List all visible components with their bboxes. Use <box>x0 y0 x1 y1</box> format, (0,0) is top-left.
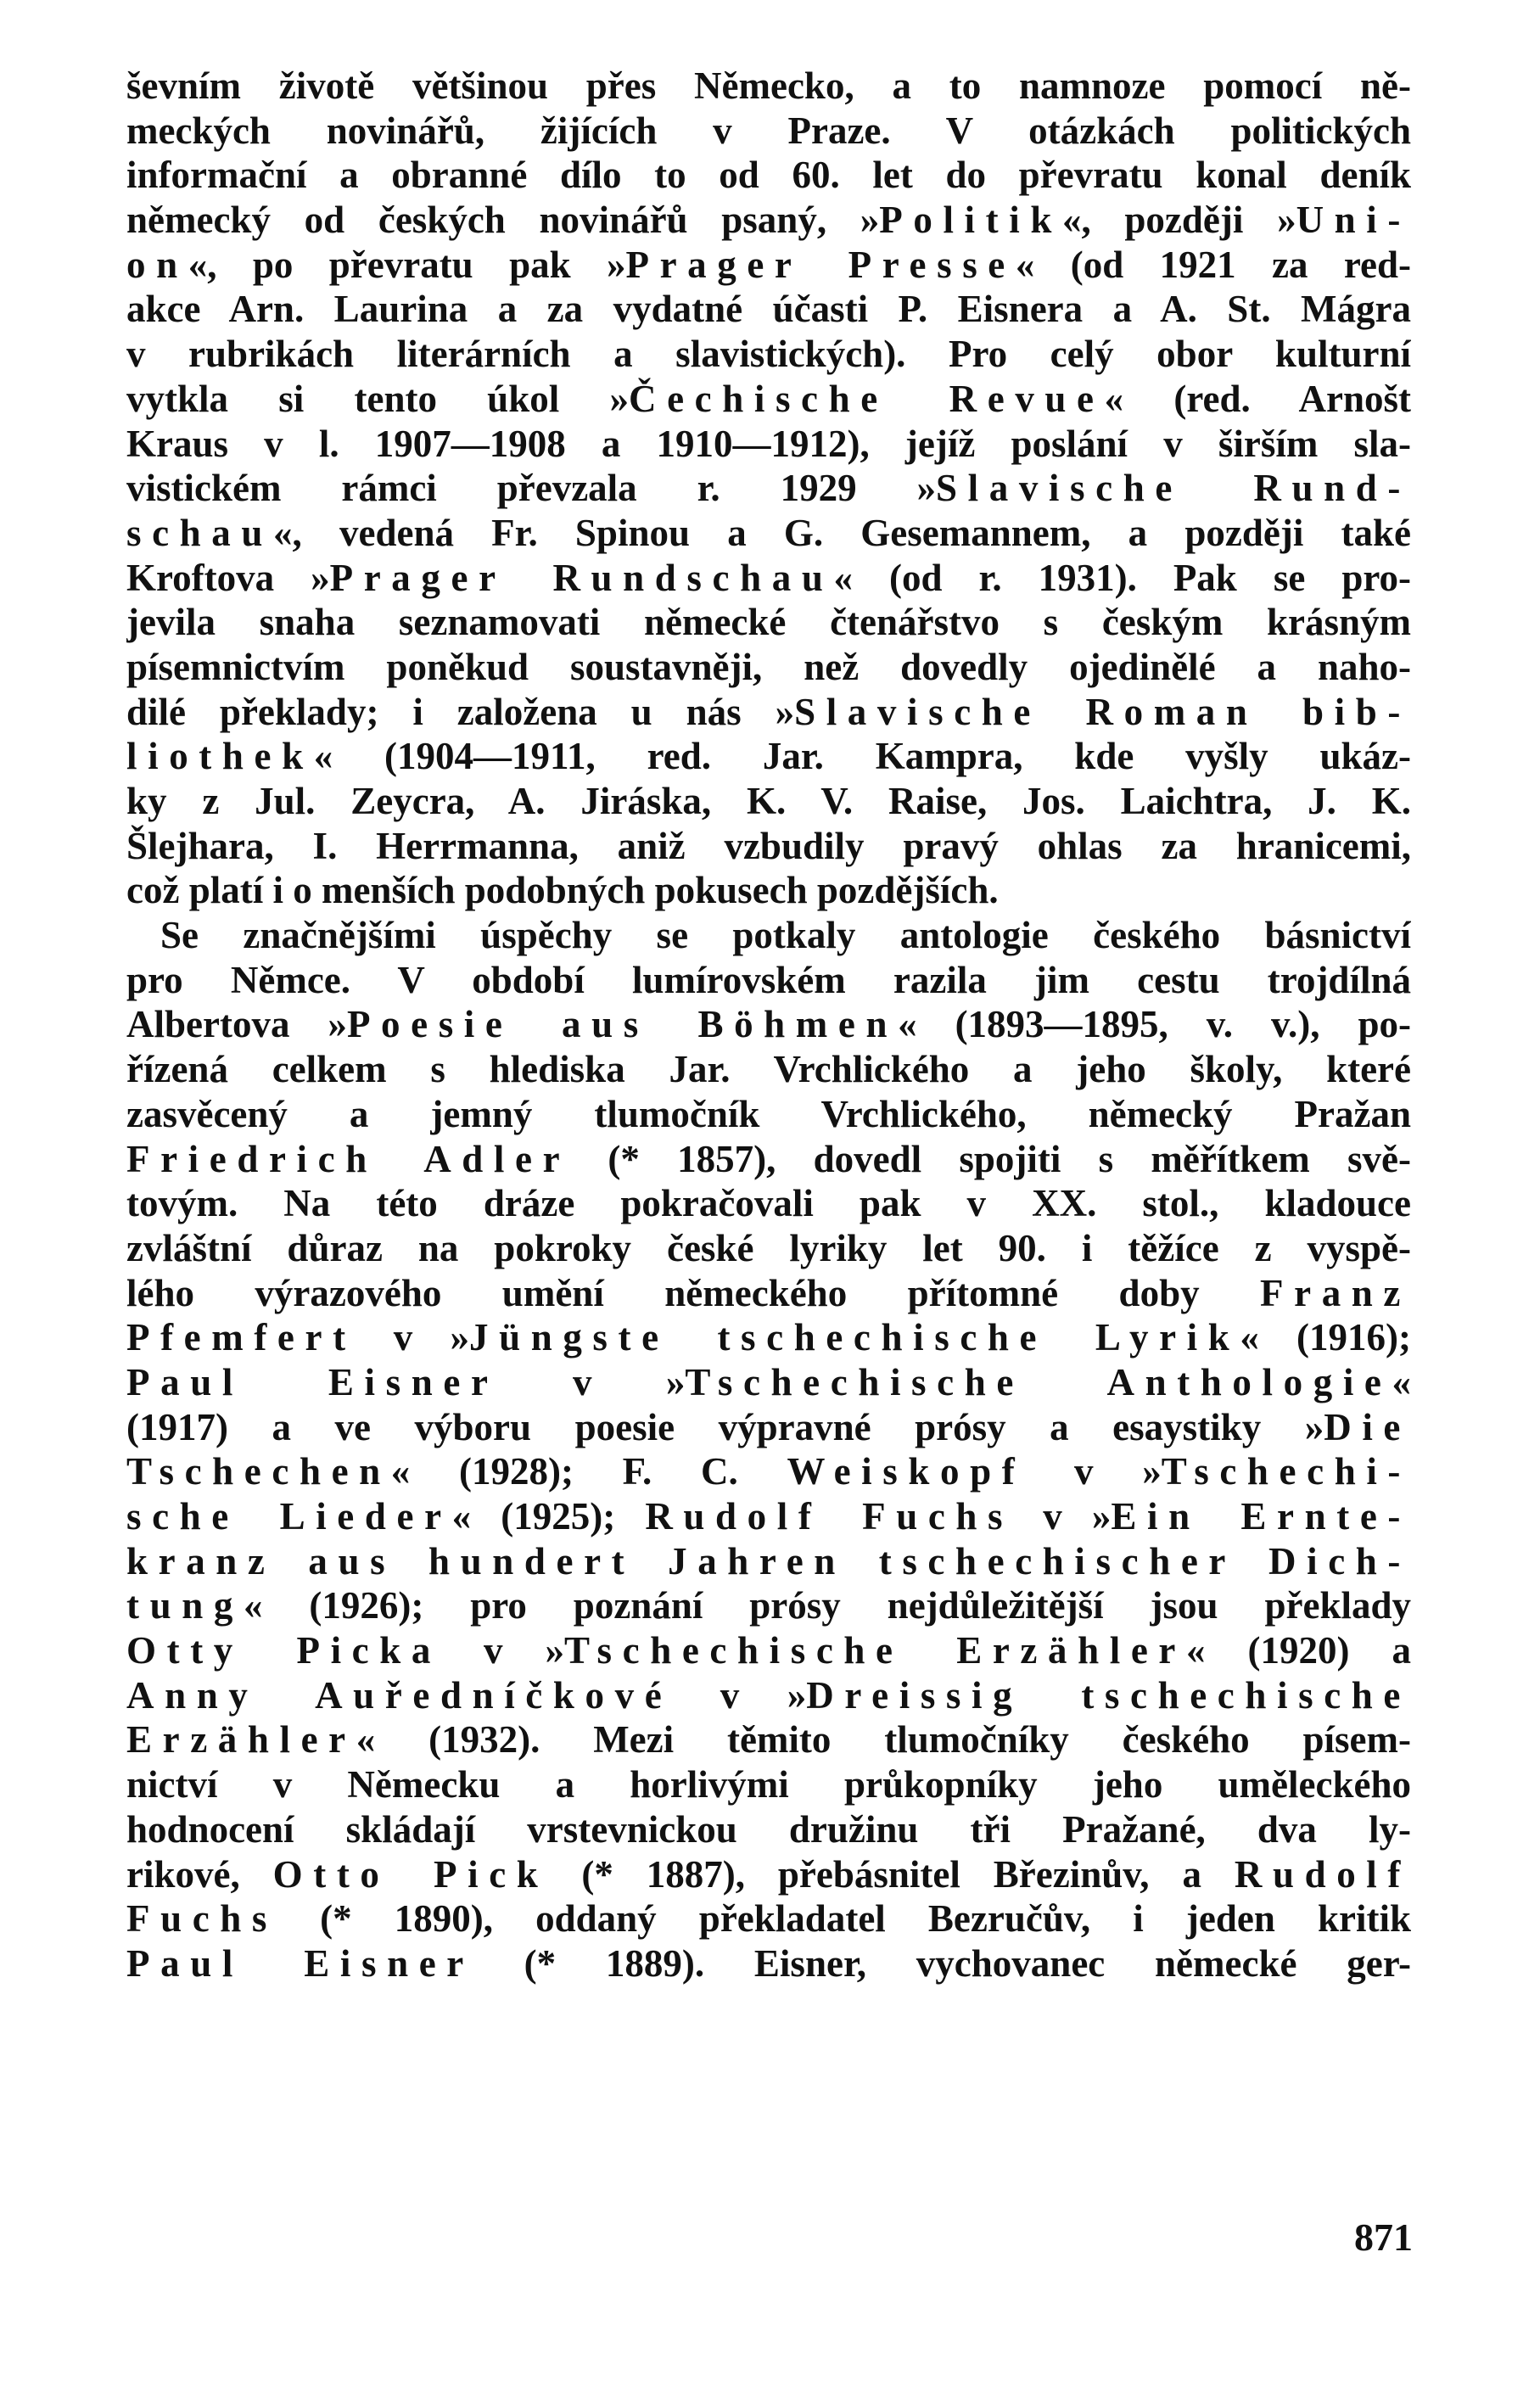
spaced-title: Prager Presse <box>625 243 1016 286</box>
text-run: písemnictvím poněkud soustavněji, než dovedly ojedinělé a naho- <box>126 645 1411 688</box>
text-run: « <box>1392 1360 1411 1403</box>
text-run: jevila snaha seznamovati německé čtenářstvo s českým krásným <box>126 601 1411 644</box>
spaced-title: Paul Eisner <box>126 1941 474 1985</box>
text-line <box>126 556 1411 601</box>
text-line <box>126 511 1411 556</box>
text-line <box>126 1494 1411 1539</box>
text-run: nictví v Německu a horlivými průkopníky jeho uměleckého <box>126 1763 1411 1806</box>
text-run: v » <box>356 1316 469 1359</box>
text-line <box>126 1405 1411 1450</box>
text-line <box>126 1941 1411 1986</box>
text-run: « (1925); <box>451 1495 646 1538</box>
text-line <box>126 600 1411 645</box>
text-run: Albertova » <box>126 1003 347 1046</box>
text-run: Kroftova » <box>126 556 330 599</box>
text-run: « (1920) a <box>1185 1629 1411 1672</box>
spaced-title: Franz <box>1260 1271 1411 1314</box>
text-run: (* 1889). Eisner, vychovanec německé ger- <box>473 1941 1411 1985</box>
text-run: « (1916); <box>1240 1316 1411 1359</box>
text-run: vytkla si tento úkol » <box>126 377 629 420</box>
text-line <box>126 958 1411 1003</box>
text-line <box>126 1137 1411 1182</box>
text-run: « (1932). Mezi těmito tlumočníky českého písem- <box>356 1718 1411 1762</box>
text-run: «, vedená Fr. Spinou a G. Gesemannem, a později také <box>273 511 1411 554</box>
text-line <box>126 1271 1411 1316</box>
spaced-title: Tschechi- <box>1161 1450 1411 1493</box>
text-run: «, později » <box>1061 199 1296 242</box>
text-line <box>126 1181 1411 1226</box>
text-line <box>126 1762 1411 1807</box>
spaced-title: Čechische Revue <box>628 377 1105 420</box>
spaced-title: Otto Pick <box>272 1852 549 1896</box>
spaced-title: Die <box>1324 1405 1411 1448</box>
text-run: meckých novinářů, žijících v Praze. V otázkách politických <box>126 109 1411 152</box>
spaced-title: on <box>126 243 188 286</box>
text-run: ky z Jul. Zeycra, A. Jiráska, K. V. Raise, Jos. Laichtra, J. K. <box>126 780 1411 822</box>
spaced-title: Weiskopf <box>787 1450 1026 1493</box>
text-line <box>126 153 1411 198</box>
text-line <box>126 1896 1411 1941</box>
text-run: vistickém rámci převzala r. 1929 » <box>126 467 936 510</box>
text-run: v rubrikách literárních a slavistických). Pro celý obor kulturní <box>126 333 1411 376</box>
text-run: Se značnějšími úspěchy se potkaly antologie českého básnictví <box>160 914 1411 957</box>
text-run: « (1926); pro poznání prósy nejdůležitější jsou překlady <box>243 1584 1411 1627</box>
text-run: « (od 1921 za red- <box>1015 243 1411 286</box>
text-run: akce Arn. Laurina a za vydatné účasti P. Eisnera a A. St. Mágra <box>126 288 1411 331</box>
text-line <box>126 1002 1411 1047</box>
page-body <box>126 64 1411 1986</box>
spaced-title: sche Lieder <box>126 1495 452 1538</box>
spaced-title: Rudolf <box>1234 1852 1411 1896</box>
spaced-title: schau <box>126 511 274 554</box>
spaced-title: Friedrich Adler <box>126 1137 571 1180</box>
text-run: lého výrazového umění německého přítomné doby <box>126 1271 1261 1314</box>
text-run: zasvěcený a jemný tlumočník Vrchlického, německý Pražan <box>126 1092 1411 1135</box>
text-line <box>126 109 1411 154</box>
text-run: v » <box>498 1360 686 1403</box>
spaced-title: Uni- <box>1296 199 1411 242</box>
spaced-title: Jüngste tschechische Lyrik <box>468 1316 1240 1359</box>
paragraph <box>126 64 1411 913</box>
spaced-title: Slavische Rund- <box>936 467 1411 510</box>
text-run: informační a obranné dílo to od 60. let do převratu konal deník <box>126 154 1411 197</box>
text-run: zvláštní důraz na pokroky české lyriky let 90. i těžíce z vyspě- <box>126 1226 1411 1269</box>
text-run: v » <box>672 1673 807 1717</box>
text-line <box>126 1449 1411 1494</box>
text-run: (* 1857), dovedl spojiti s měřítkem svě- <box>570 1137 1411 1180</box>
spaced-title: tung <box>126 1584 244 1627</box>
text-run: (* 1887), přebásnitel Březinův, a <box>548 1852 1235 1896</box>
text-run: hodnocení skládají vrstevnickou družinu tři Pražané, dva ly- <box>126 1807 1411 1851</box>
text-run: «, po převratu pak » <box>188 243 626 286</box>
paragraph <box>126 913 1411 1986</box>
text-line <box>126 422 1411 467</box>
text-line <box>126 1583 1411 1628</box>
page-number: 871 <box>1354 2215 1413 2259</box>
text-run: « (1928); F. C. <box>390 1450 787 1493</box>
text-run: německý od českých novinářů psaný, » <box>126 199 880 242</box>
text-run: Šlejhara, I. Herrmanna, aniž vzbudily pravý ohlas za hranicemi, <box>126 824 1411 867</box>
text-line <box>126 690 1411 735</box>
text-run: v » <box>1013 1495 1112 1538</box>
text-line <box>126 1360 1411 1405</box>
text-line <box>126 198 1411 243</box>
text-run: « (1893—1895, v. v.), po- <box>898 1003 1411 1046</box>
text-line <box>126 1673 1411 1718</box>
text-line <box>126 779 1411 824</box>
text-line <box>126 1807 1411 1852</box>
text-line <box>126 913 1411 958</box>
text-line <box>126 377 1411 422</box>
text-line <box>126 824 1411 869</box>
text-line <box>126 1092 1411 1137</box>
text-run: dilé překlady; i založena u nás » <box>126 690 795 733</box>
text-line <box>126 1047 1411 1092</box>
spaced-title: Otty Picka <box>126 1629 441 1672</box>
text-line <box>126 287 1411 332</box>
spaced-title: Slavische Roman bib- <box>794 690 1411 733</box>
spaced-title: Fuchs <box>126 1897 278 1941</box>
text-line <box>126 64 1411 109</box>
text-line <box>126 332 1411 377</box>
spaced-title: liothek <box>126 735 314 778</box>
text-run: (1917) a ve výboru poesie výpravné prósy a esaystiky » <box>126 1405 1324 1448</box>
text-run: pro Němce. V období lumírovském razila jim cestu trojdílná <box>126 958 1411 1001</box>
text-run: Kraus v l. 1907—1908 a 1910—1912), jejíž poslání v širším sla- <box>126 422 1411 465</box>
text-run: « (1904—1911, red. Jar. Kampra, kde vyšly ukáz- <box>313 735 1411 778</box>
spaced-title: Politik <box>879 199 1062 242</box>
text-line <box>126 466 1411 511</box>
text-line <box>126 1226 1411 1271</box>
spaced-title: Tschechische Anthologie <box>685 1360 1392 1403</box>
spaced-title: Anny Auředníčkové <box>126 1673 673 1717</box>
text-run: « (od r. 1931). Pak se pro- <box>833 556 1411 599</box>
spaced-title: kranz aus hundert Jahren tschechischer Dich- <box>126 1539 1411 1582</box>
text-line <box>126 645 1411 690</box>
text-line <box>126 1628 1411 1673</box>
text-line <box>126 243 1411 288</box>
spaced-title: Rudolf Fuchs <box>645 1495 1014 1538</box>
spaced-title: Pfemfert <box>126 1316 356 1359</box>
text-run: ševním životě většinou přes Německo, a to namnoze pomocí ně- <box>126 64 1411 107</box>
spaced-title: Paul Eisner <box>126 1360 499 1403</box>
text-run: v » <box>1025 1450 1162 1493</box>
spaced-title: Ein Ernte- <box>1111 1495 1411 1538</box>
text-line <box>126 1717 1411 1762</box>
text-run: tovým. Na této dráze pokračovali pak v XX. stol., kladouce <box>126 1182 1411 1225</box>
spaced-title: Erzähler <box>126 1718 356 1762</box>
text-line <box>126 1315 1411 1360</box>
spaced-title: Dreissig tschechische <box>806 1673 1411 1717</box>
text-run: (* 1890), oddaný překladatel Bezručův, i jeden kritik <box>277 1897 1411 1941</box>
text-line <box>126 1539 1411 1584</box>
text-run: řízená celkem s hlediska Jar. Vrchlického a jeho školy, které <box>126 1048 1411 1091</box>
text-line <box>126 868 1411 913</box>
text-run: « (red. Arnošt <box>1104 377 1411 420</box>
spaced-title: Tschechische Erzähler <box>564 1629 1186 1672</box>
spaced-title: Poesie aus Böhmen <box>346 1003 899 1046</box>
text-run: rikové, <box>126 1852 273 1896</box>
spaced-title: Prager Rundschau <box>329 556 834 599</box>
text-run: což platí i o menších podobných pokusech pozdějších. <box>126 869 999 912</box>
spaced-title: Tschechen <box>126 1450 391 1493</box>
text-line <box>126 1852 1411 1897</box>
text-line <box>126 734 1411 779</box>
text-run: v » <box>441 1629 565 1672</box>
